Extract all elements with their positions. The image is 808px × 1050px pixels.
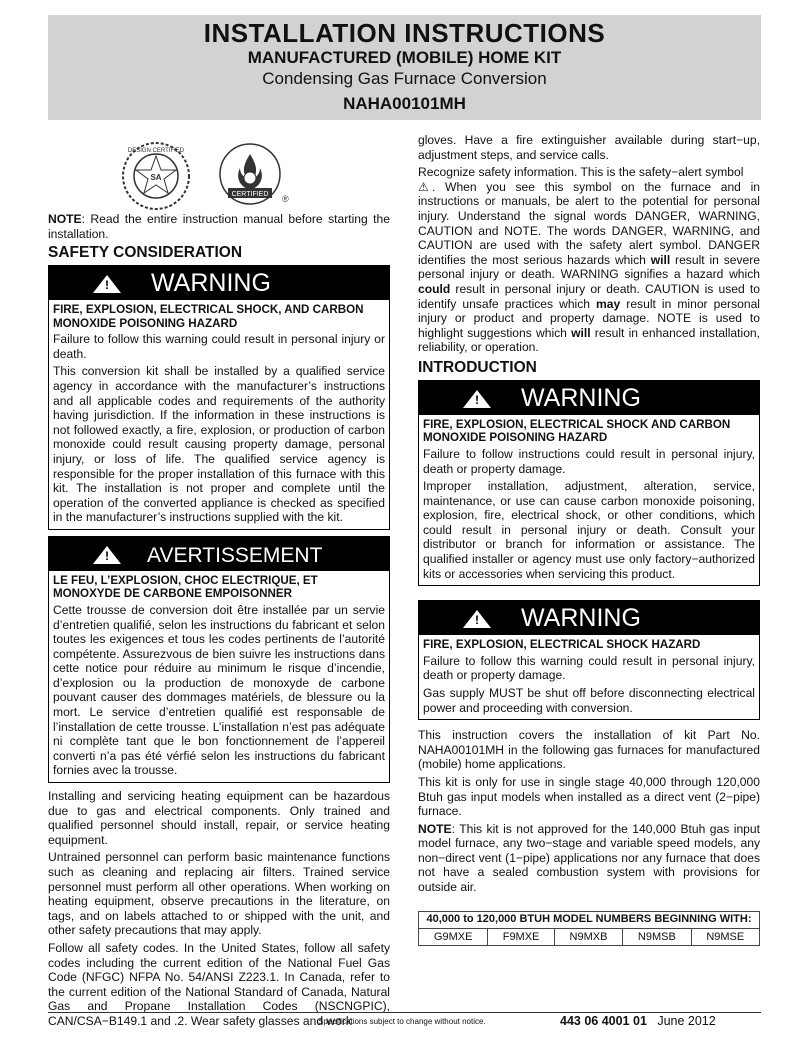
model-table-header: 40,000 to 120,000 BTUH MODEL NUMBERS BEGINNING WITH: (419, 911, 760, 928)
title-banner (48, 15, 761, 120)
document-subtitle: MANUFACTURED (MOBILE) HOME KIT (247, 48, 562, 67)
model-cell: G9MXE (419, 928, 488, 946)
model-table (418, 911, 760, 947)
safety-alert-icon: ⚠ (418, 179, 429, 194)
certified-text: CERTIFIED (231, 191, 269, 198)
avertissement-box: ! AVERTISSEMENT LE FEU, L’EXPLOSION, CHOC ELECTRIQUE, ET MONOXYDE DE CARBONE EMPOISONNER Cette trousse de conversion doit être installée par un servie d’entretien qualifié, selon les instructions du fabricant et selon toutes les exigences et tous les codes pertinents de l’autorité compétente. Assurezvous de bien suivre les instructions dans cette notice pour réduire au minimum le risque d’incendie, d’explosion ou la production de monoxyde de carbone pouvant causer des dommages matériels, de blessure ou la mort. Le service d’entretien qualifié est responsable de l’installation de cette trousse. L’installation n’est pas adéquate ni complète tant que le bon fonctionnement de l’appereil converti n’a pas été vérfié selon les instructions du fabricant fornies avec la trousse. (48, 536, 390, 783)
product-name: Condensing Gas Furnace Conversion (262, 69, 547, 88)
left-column: NOTE: Read the entire instruction manual before starting the installation. SAFETY CONSIDERATION ! WARNING FIRE, EXPLOSION, ELECTRICAL SHOCK, AND CARBON MONOXIDE POISONING HAZARD Failure to follow this warning could result in personal injury or death. This conversion kit shall be installed by a qualified service agency in accordance with the manufacturer’s instructions and all applicable codes and requirements of the authority having jurisdiction. If the information in these instructions is not followed exactly, a fire, explosion, or production of carbon monoxide could result causing property damage, personal injury, or loss of life. The qualified service agency is responsible for the proper installation of this furnace with this kit. The installation is not proper and complete until the operation of the converted appliance is checked as specified in the manufacturer’s instructions supplied with the kit. ! AVERTISSEMENT LE FEU, L’EXPLOSION, CHOC ELECTRIQUE, ET MONOXYDE DE CARBONE EMPOISONNER Cette trousse de conversion doit être installée par un servie d’entretien qualifié, selon les instructions du fabricant et selon toutes les exigences et tous les codes pertinents de l’autorité compétente. Assurezvous de bien suivre les instructions dans cette notice pour réduire au minimum le risque d’incendie, d’explosion ou la production de monoxyde de carbone pouvant causer des dommages matériels, de blessure ou la mort. Le service d’entretien qualifié est responsable de l’installation de cette trousse. L’installation n’est pas adéquate ni complète tant que le bon fonctionnement de l’appereil converti n’a pas été vérfié selon les instructions du fabricant fornies avec la trousse. Installing and servicing heating equipment can be hazardous due to gas and electrical components. Only trained and qualified personnel should install, repair, or service heating equipment. Untrained personnel can perform basic maintenance functions such as cleaning and replacing air filters. Trained service personnel must perform all other operations. When working on heating equipment, observe precautions in the literature, on tags, and on labels attached to or shipped with the unit, and other safety precautions that may apply. Follow all safety codes. In the United States, follow all safety codes including the current edition of the National Fuel Gas Code (NFGC) NFPA No. 54/ANSI Z223.1. In Canada, refer to the current edition of the National Standard of Canada, Natural Gas and Propane Installation Codes (NSCNGPIC), CAN/CSA−B149.1 and .2. Wear safety glasses and work (48, 212, 390, 1032)
avertissement-label: AVERTISSEMENT (147, 543, 323, 567)
footer-docnum: 443 06 4001 01 June 2012 (560, 1014, 716, 1028)
footer-rule (48, 1012, 761, 1013)
warning-triangle-icon (463, 390, 491, 408)
warning-triangle-icon (463, 610, 491, 628)
introduction-heading: INTRODUCTION (418, 358, 537, 376)
note-paragraph: NOTE: Read the entire instruction manual before starting the installation. (48, 212, 390, 241)
footer-note: Specifications subject to change without notice. (318, 1017, 486, 1026)
safety-heading: SAFETY CONSIDERATION (48, 244, 243, 262)
svg-text:®: ® (282, 194, 289, 204)
document-title: INSTALLATION INSTRUCTIONS (203, 18, 606, 48)
note-paragraph: NOTE: This kit is not approved for the 140,000 Btuh gas input model furnace, any two−stage and variable speed models, any non−direct vent (1−pipe) applications nor any furnace that does not have a sealed combustion system with provisions for outside air. (418, 821, 760, 895)
hazard-title-fr: LE FEU, L’EXPLOSION, CHOC ELECTRIQUE, ET MONOXYDE DE CARBONE EMPOISONNER (53, 573, 318, 601)
csa-mark: SA (150, 173, 162, 182)
warning-box-1: ! WARNING FIRE, EXPLOSION, ELECTRICAL SHOCK, AND CARBON MONOXIDE POISONING HAZARD Failure to follow this warning could result in personal injury or death. This conversion kit shall be installed by a qualified service agency in accordance with the manufacturer’s instructions and all applicable codes and requirements of the authority having jurisdiction. If the information in these instructions is not followed exactly, a fire, explosion, or production of carbon monoxide could result causing property damage, personal injury, or loss of life. The qualified service agency is responsible for the proper installation of this furnace with this kit. The installation is not proper and complete until the operation of the converted appliance is checked as specified in the manufacturer’s instructions supplied with the kit. (48, 265, 390, 530)
warning-label: WARNING (151, 269, 271, 298)
right-column: gloves. Have a fire extinguisher available during start−up, adjustment steps, and service calls. Recognize safety information. This is the safety−alert symbol ⚠ . When you see this symbol on the furnace and in instructions or manuals, be alert to the potential for personal injury. Understand the signal words DANGER, WARNING, CAUTION and NOTE. The words DANGER, WARNING, and CAUTION are used with the safety alert symbol. DANGER identifies the most serious hazards which will result in severe personal injury or death. WARNING signifies a hazard which could result in personal injury or death. CAUTION is used to identify unsafe practices which may result in minor personal injury or product and property damage. NOTE is used to highlight suggestions which will result in enhanced installation, reliability, or operation. INTRODUCTION ! WARNING FIRE, EXPLOSION, ELECTRICAL SHOCK AND CARBON MONOXIDE POISONING HAZARD Failure to follow instructions could result in personal injury, death or property damage. Improper installation, adjustment, alteration, service, maintenance, or use can cause carbon monoxide poisoning, explosion, fire, electrical shock, or other conditions, which could result in personal injury or death. Consult your distributor or branch for information or assistance. The qualified installer or agency must use only factory−authorized kits or accessories when servicing this product. ! WARNING FIRE, EXPLOSION, ELECTRICAL SHOCK HAZARD Failure to follow this warning could result in personal injury, death or property damage. Gas supply MUST be shut off before disconnecting electrical power and proceeding with conversion. This instruction covers the installation of kit Part No. NAHA00101MH in the following gas furnaces for manufactured (mobile) home applications. This kit is only for use in single stage 40,000 through 120,000 Btuh gas input models when installed as a direct vent (2−pipe) furnace. NOTE: This kit is not approved for the 140,000 Btuh gas input model furnace, any two−stage and variable speed models, any non−direct vent (1−pipe) applications nor any furnace that does not have a sealed combustion system with provisions for outside air. 40,000 to 120,000 BTUH MODEL NUMBERS BEGINNING WITH: G9MXE F9MXE N9MXB N9MSB N9MSE (418, 133, 760, 946)
model-cell: N9MSB (623, 928, 691, 946)
design-certified-logo (120, 140, 192, 212)
warning-triangle-icon (93, 275, 121, 293)
warning-triangle-icon (93, 546, 121, 564)
model-cell: N9MXB (554, 928, 622, 946)
signal-words-paragraph: ⚠ . When you see this symbol on the furnace and in instructions or manuals, be alert to the potential for personal injury. Understand the signal words DANGER, WARNING, CAUTION and NOTE. The words DANGER, WARNING, and CAUTION are used with the safety alert symbol. DANGER identifies the most serious hazards which will result in severe personal injury or death. WARNING signifies a hazard which could result in personal injury or death. CAUTION is used to identify unsafe practices which may result in minor personal injury or product and property damage. NOTE is used to highlight suggestions which will result in enhanced installation, reliability, or operation. (418, 179, 761, 355)
kit-number: NAHA00101MH (343, 94, 466, 113)
warning-box-4: ! WARNING FIRE, EXPLOSION, ELECTRICAL SHOCK HAZARD Failure to follow this warning could result in personal injury, death or property damage. Gas supply MUST be shut off before disconnecting electrical power and proceeding with conversion. (418, 600, 760, 720)
model-cell: F9MXE (488, 928, 554, 946)
design-certified-text: DESIGN CERTIFIED (127, 148, 185, 154)
certified-flame-logo (218, 142, 290, 212)
warning-box-3: ! WARNING FIRE, EXPLOSION, ELECTRICAL SHOCK AND CARBON MONOXIDE POISONING HAZARD Failure to follow instructions could result in personal injury, death or property damage. Improper installation, adjustment, alteration, service, maintenance, or use can cause carbon monoxide poisoning, explosion, fire, electrical shock, or other conditions, which could result in personal injury or death. Consult your distributor or branch for information or assistance. The qualified installer or agency must use only factory−authorized kits or accessories when servicing this product. (418, 380, 760, 586)
model-cell: N9MSE (691, 928, 759, 946)
hazard-title: FIRE, EXPLOSION, ELECTRICAL SHOCK, AND CARBON MONOXIDE POISONING HAZARD (53, 303, 364, 330)
